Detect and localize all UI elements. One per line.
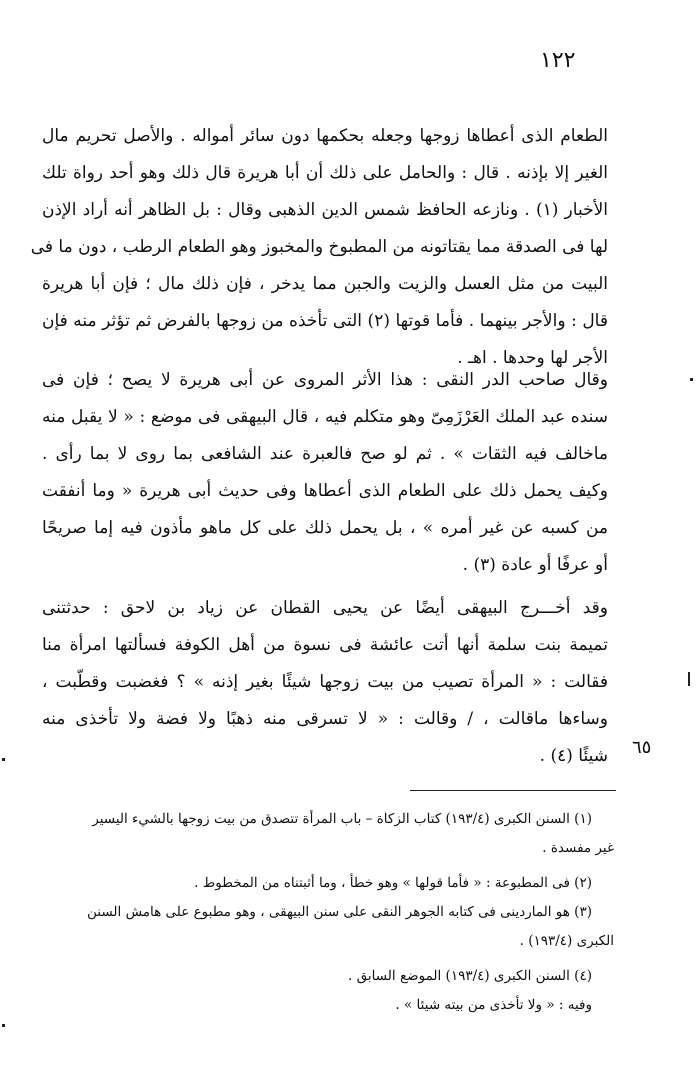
scan-edge-mark (688, 672, 690, 686)
text-line: قال : والأجر بينهما . فأما قوتها (٢) التى تأخذه من زوجها بالفرض ثم تؤثر منه فإن (42, 311, 608, 331)
text-line: وساءها ماقالت ، / وقالت : « لا تسرقى منه ذهبًا ولا فضة ولا تأخذى منه (42, 709, 608, 729)
text-line: وقد أخـــرج البيهقى أيضًا عن يحيى القطان عن زياد بن لاحق : حدثتنى (42, 598, 608, 618)
scan-edge-mark (690, 378, 693, 381)
text-line: شيئًا (٤) . (539, 746, 608, 766)
text-line: الغير إلا بإذنه . قال : والحامل على ذلك أن أبا هريرة قال ذلك وهو أحد رواة تلك (42, 163, 608, 183)
footnote-line: الكبرى (١٩٣/٤) . (519, 933, 614, 949)
text-line: البيت من مثل العسل والزيت والجبن مما يدخر ، فإن ذلك مال ؛ فإن أبا هريرة (42, 274, 608, 294)
scan-edge-mark (2, 1024, 5, 1027)
text-line: تميمة بنت سلمة أنها أتت عائشة فى نسوة من أهل الكوفة فسألتها امرأة منا (42, 635, 608, 655)
scan-edge-mark (2, 758, 5, 761)
text-line: وكيف يحمل ذلك على الطعام الذى أعطاها وفى حديث أبى هريرة « وما أنفقت (42, 481, 608, 501)
text-line: فقالت : « المرأة تصيب من بيت زوجها شيئًا بغير إذنه » ؟ فغضبت وقطّبت ، (42, 672, 608, 692)
text-line: سنده عبد الملك العَرْزَمِىّ وهو متكلم فيه ، قال البيهقى فى موضع : « لا يقبل منه (42, 407, 608, 427)
footnote-line: (٣) هو الماردينى فى كتابه الجوهر النقى على سنن البيهقى ، وهو مطبوع على هامش السنن (87, 904, 592, 920)
text-line: الأجر لها وحدها . اهـ . (457, 348, 608, 368)
footnote-line: وفيه : « ولا تأخذى من بيته شيئا » . (395, 997, 592, 1013)
page-number: ١٢٢ (540, 48, 576, 73)
text-line: ماخالف فيه الثقات » . ثم لو صح فالعبرة عند الشافعى بما روى لا بما رأى . (42, 444, 608, 464)
footnote-line: (٢) فى المطبوعة : « فأما قولها » وهو خطأ ، وما أثبتناه من المخطوط . (194, 875, 592, 891)
text-line: لها فى الصدقة مما يقتاتونه من المطبوخ والمخبوز وهو الطعام الرطب ، دون ما فى (30, 237, 608, 257)
footnote-line: غير مفسدة . (542, 840, 614, 856)
text-line: وقال صاحب الدر النقى : هذا الأثر المروى عن أبى هريرة لا يصح ؛ فإن فى (42, 370, 608, 390)
paragraph-2 (42, 362, 608, 584)
footnote-line: (٤) السنن الكبرى (١٩٣/٤) الموضع السابق . (348, 968, 592, 984)
text-line: الأخبار (١) . ونازعه الحافظ شمس الدين الذهبى وقال : بل الظاهر أنه أراد الإذن (42, 200, 609, 220)
footnotes (42, 805, 614, 1020)
footnote-separator (410, 790, 616, 791)
text-line: من كسبه عن غير أمره » ، بل يحمل ذلك على كل ماهو مأذون فيه إما صريحًا (42, 518, 608, 538)
paragraph-1 (30, 118, 609, 377)
paragraph-3 (42, 590, 608, 775)
footnote-line: (١) السنن الكبرى (١٩٣/٤) كتاب الزكاة – باب المرأة تتصدق من بيت زوجها بالشيء اليسير (92, 811, 592, 827)
manuscript-folio-marker: ٦٥ (632, 737, 652, 758)
text-line: الطعام الذى أعطاها زوجها وجعله بحكمها دون سائر أمواله . والأصل تحريم مال (42, 126, 608, 146)
text-line: أو عرفًا أو عادة (٣) . (462, 555, 608, 575)
